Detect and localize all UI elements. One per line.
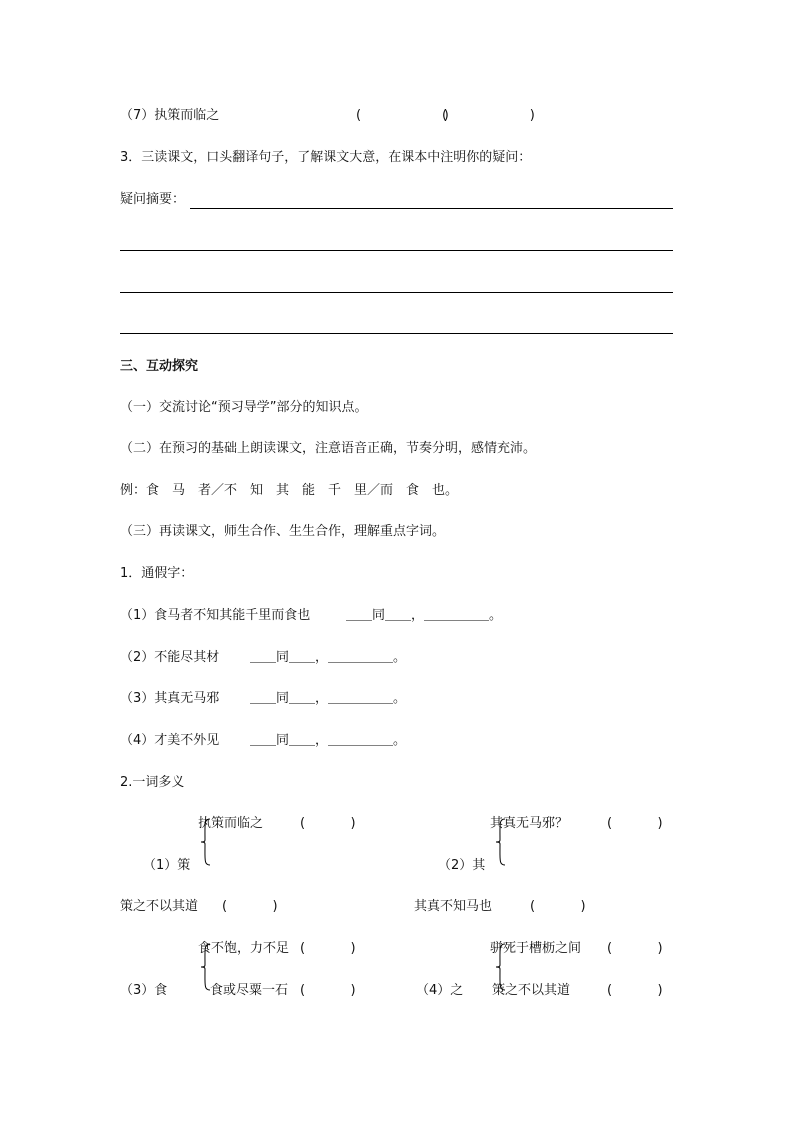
polysemy-sentence: 其真无马邪？	[490, 816, 569, 831]
reading-example: 例：食 马 者／不 知 其 能 千 里／而 食 也。	[120, 483, 459, 498]
polysemy-sentence: 食或尽粟一石	[210, 983, 289, 998]
tongjia-sentence: （1）食马者不知其能千里而食也	[120, 608, 311, 623]
tongjia-sentence: （3）其真无马邪	[120, 691, 220, 706]
tongjia-sentence: （2）不能尽其材	[120, 650, 220, 665]
tongjia-blank[interactable]: ＿＿同＿＿，＿＿＿＿＿。	[250, 691, 407, 706]
polysemy-sentence: 执策而临之	[198, 816, 264, 831]
tongjia-blank[interactable]: ＿＿同＿＿，＿＿＿＿＿。	[346, 608, 503, 623]
tongjia-blank[interactable]: ＿＿同＿＿，＿＿＿＿＿。	[250, 733, 407, 748]
brace-icon	[494, 818, 508, 866]
summary-line-4[interactable]	[120, 333, 673, 334]
answer-blank-1[interactable]: ( )	[356, 108, 449, 123]
question-7: （7）执策而临之	[120, 108, 220, 123]
polysemy-word: （3）食	[120, 983, 168, 998]
polysemy-sentence: 其真不知马也	[414, 899, 493, 914]
answer-paren[interactable]: ( )	[607, 941, 663, 956]
polysemy-title: 2.一词多义	[120, 775, 185, 790]
polysemy-word: （1）策	[143, 858, 191, 873]
polysemy-sentence: 食不饱，力不足	[198, 941, 290, 956]
summary-line-3[interactable]	[120, 292, 673, 293]
section-title: 三、互动探究	[120, 359, 199, 374]
answer-paren[interactable]: ( )	[300, 816, 356, 831]
polysemy-word: （4）之	[416, 983, 464, 998]
tongjia-sentence: （4）才美不外见	[120, 733, 220, 748]
answer-paren[interactable]: ( )	[607, 983, 663, 998]
answer-paren[interactable]: ( )	[300, 983, 356, 998]
summary-line-1[interactable]	[190, 208, 673, 209]
summary-label: 疑问摘要：	[120, 192, 186, 207]
tongjia-title: 1．通假字：	[120, 566, 194, 581]
summary-line-2[interactable]	[120, 250, 673, 251]
discussion-3: （三）再读课文，师生合作、生生合作，理解重点字词。	[120, 524, 446, 539]
discussion-1: （一）交流讨论“预习导学”部分的知识点。	[120, 400, 368, 415]
answer-paren[interactable]: ( )	[300, 941, 356, 956]
answer-paren[interactable]: ( )	[607, 816, 663, 831]
polysemy-sentence: 策之不以其道	[492, 983, 571, 998]
instruction-3: 3．三读课文，口头翻译句子，了解课文大意，在课本中注明你的疑问：	[120, 150, 532, 165]
brace-icon	[199, 818, 213, 866]
tongjia-blank[interactable]: ＿＿同＿＿，＿＿＿＿＿。	[250, 650, 407, 665]
answer-paren[interactable]: ( )	[530, 899, 586, 914]
discussion-2: （二）在预习的基础上朗读课文，注意语音正确，节奏分明，感情充沛。	[120, 441, 537, 456]
answer-paren[interactable]: ( )	[222, 899, 278, 914]
polysemy-sentence: 策之不以其道	[120, 899, 199, 914]
polysemy-sentence: 骈死于槽枥之间	[490, 941, 582, 956]
answer-blank-2[interactable]: ( )	[442, 108, 535, 123]
polysemy-word: （2）其	[438, 858, 486, 873]
